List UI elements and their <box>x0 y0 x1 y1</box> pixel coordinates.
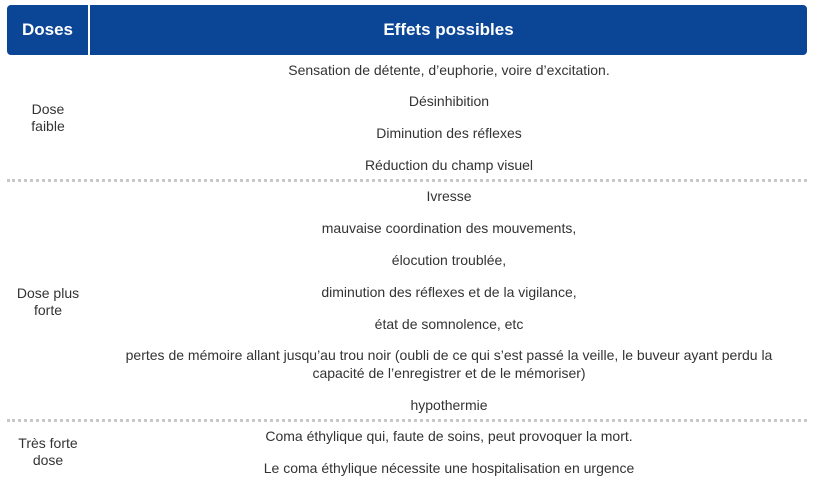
header-effets: Effets possibles <box>90 5 807 55</box>
effect-line: mauvaise coordination des mouvements, <box>321 220 577 236</box>
header-doses: Doses <box>7 5 88 55</box>
effect-line: pertes de mémoire allant jusqu’au trou noir (oubli de ce qui s’est passé la veille, le buveur ayant perdu la <box>125 347 773 363</box>
dose-label-line: Dose plus <box>16 285 80 301</box>
dose-label-plus-forte <box>7 285 89 319</box>
dose-label-line: faible <box>31 118 65 134</box>
dose-label-line: dose <box>32 452 64 468</box>
effect-line: Diminution des réflexes <box>376 125 522 141</box>
dose-label-line: forte <box>33 302 62 318</box>
dose-label-faible <box>7 101 89 135</box>
row-separator <box>7 419 807 422</box>
effect-line: capacité de l’enregistrer et de le mémoriser) <box>312 365 586 381</box>
effect-line: Réduction du champ visuel <box>364 157 534 173</box>
dose-label-tres-forte <box>7 435 89 469</box>
effect-line: Désinhibition <box>408 93 490 109</box>
effect-line: Sensation de détente, d’euphorie, voire d’excitation. <box>288 62 610 78</box>
row-separator <box>7 179 807 182</box>
table-header <box>7 5 807 55</box>
dose-label-line: Dose <box>31 101 65 117</box>
effect-line: Le coma éthylique nécessite une hospitalisation en urgence <box>263 460 635 476</box>
effect-line: hypothermie <box>410 397 488 413</box>
effect-line: Ivresse <box>426 188 472 204</box>
effect-line: diminution des réflexes et de la vigilance, <box>321 284 577 300</box>
effect-line: Coma éthylique qui, faute de soins, peut provoquer la mort. <box>265 428 633 444</box>
effect-line: état de somnolence, etc <box>374 316 524 332</box>
effect-line: élocution troublée, <box>391 252 507 268</box>
doses-effects-table <box>7 5 807 476</box>
dose-label-line: Très forte <box>18 435 78 451</box>
